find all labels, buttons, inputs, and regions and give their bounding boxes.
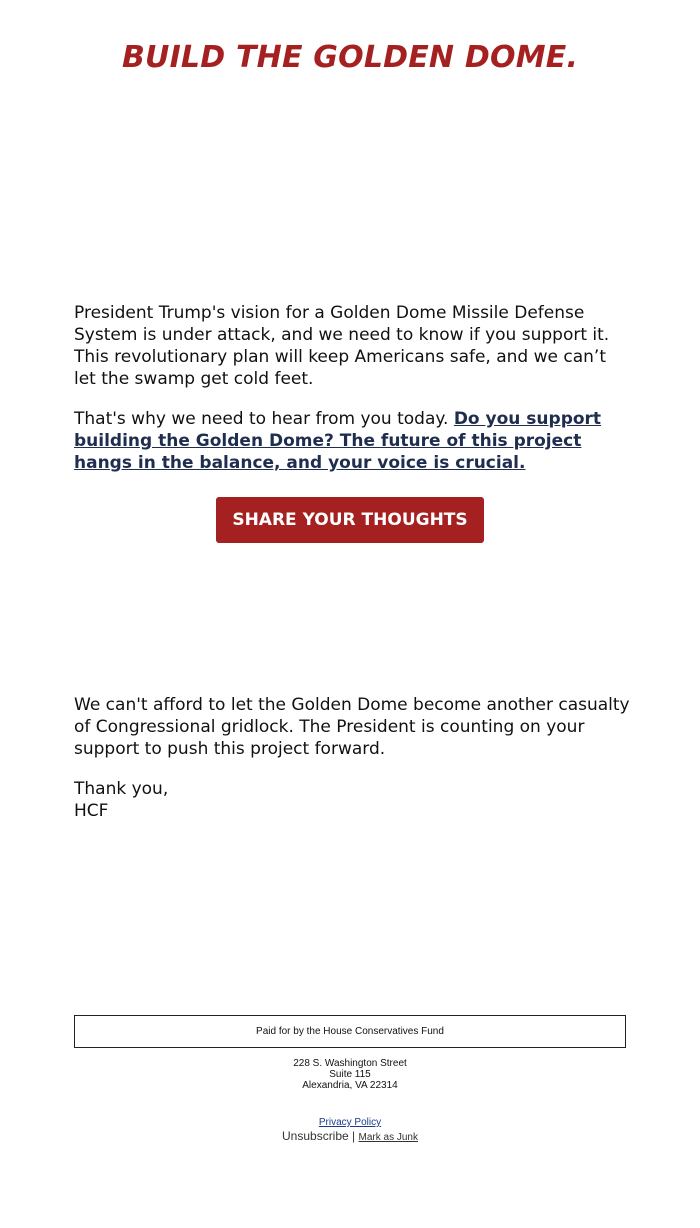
mailing-address (0, 1058, 700, 1091)
paid-for-disclaimer: Paid for by the House Conservatives Fund (74, 1015, 626, 1048)
link-separator: | (352, 1129, 356, 1143)
signature-block (74, 778, 630, 822)
address-line-street: 228 S. Washington Street (293, 1058, 407, 1069)
address-line-suite: Suite 115 (329, 1069, 371, 1080)
address-line-city: Alexandria, VA 22314 (302, 1080, 398, 1091)
ask-lead-text: That's why we need to hear from you today. (74, 409, 454, 429)
headline: BUILD THE GOLDEN DOME. (121, 40, 579, 75)
body-paragraph-closing: We can't afford to let the Golden Dome become another casualty of Congressional gridlock. The President is counting on your support to push this project forward. (74, 695, 630, 759)
privacy-policy-link[interactable]: Privacy Policy (318, 1117, 382, 1128)
body-paragraph-intro: President Trump's vision for a Golden Dome Missile Defense System is under attack, and we need to know if you support it. This revolutionary plan will keep Americans safe, and we can’t let the swamp get cold feet. (74, 303, 610, 389)
cta-container (0, 497, 700, 543)
unsubscribe-link[interactable]: Unsubscribe (282, 1129, 349, 1143)
mark-as-junk-link[interactable]: Mark as Junk (358, 1132, 418, 1143)
unsubscribe-line (0, 1129, 700, 1145)
footer-links (0, 1117, 700, 1145)
body-paragraph-ask (74, 408, 630, 474)
signoff-text: Thank you, (74, 779, 169, 799)
support-question-link[interactable]: Do you support building the Golden Dome? The future of this project hangs in the balance, and your voice is crucial. (74, 409, 602, 473)
share-thoughts-button[interactable]: SHARE YOUR THOUGHTS (216, 497, 484, 543)
signature-text: HCF (74, 801, 109, 821)
